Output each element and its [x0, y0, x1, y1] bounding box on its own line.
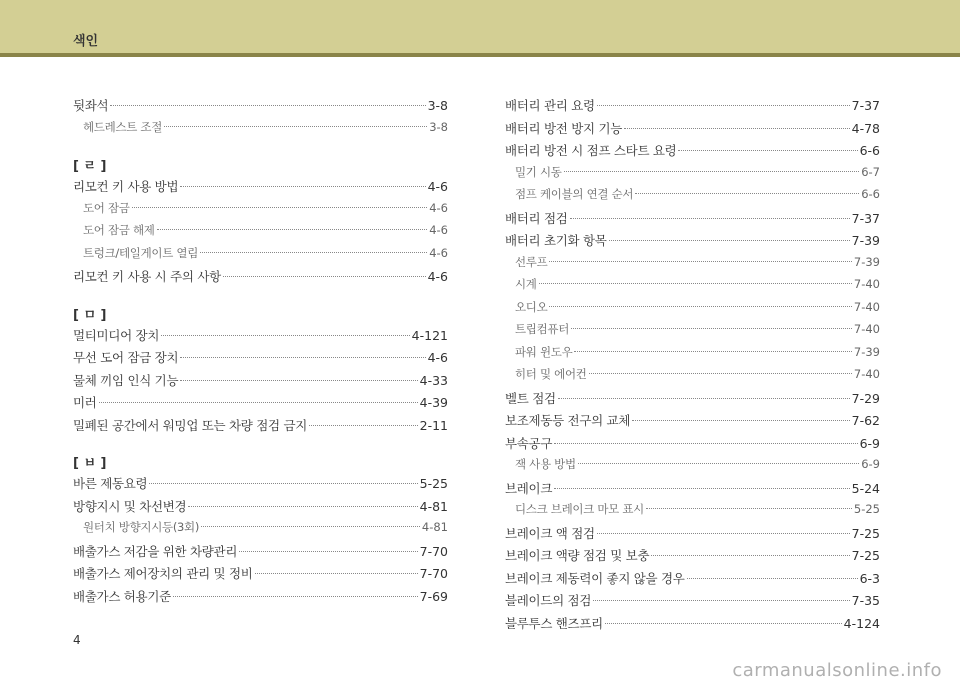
dot-leader [570, 218, 850, 219]
index-entry[interactable] [505, 96, 880, 119]
index-entry[interactable] [505, 164, 880, 187]
section-heading-r: [ ㄹ ] [73, 159, 107, 174]
index-entry-label: 배터리 방전 시 점프 스타트 요령 [505, 143, 677, 158]
index-entry[interactable] [73, 267, 448, 290]
index-entry[interactable] [505, 231, 880, 254]
index-entry-label: 도어 잠금 [83, 200, 130, 215]
dot-leader [578, 463, 859, 464]
index-entry-page: 7-29 [851, 390, 880, 406]
index-entry-page: 7-39 [853, 344, 880, 359]
dot-leader [678, 150, 857, 151]
index-entry[interactable] [73, 564, 448, 587]
index-entry-page: 7-25 [851, 525, 880, 541]
index-entry-label: 밀폐된 공간에서 워밍업 또는 차량 점검 금지 [73, 417, 307, 433]
index-entry[interactable] [73, 177, 448, 200]
index-entry-page: 6-6 [861, 187, 880, 201]
index-entry[interactable] [73, 542, 448, 565]
index-entry[interactable] [73, 371, 448, 394]
entries-r [73, 177, 448, 290]
index-entry-label: 배터리 점검 [505, 210, 568, 226]
dot-leader [164, 126, 427, 127]
index-entry-page: 7-39 [851, 233, 880, 248]
index-entry-page: 7-70 [419, 566, 448, 581]
index-entry-page: 6-3 [859, 570, 880, 586]
index-entry-label: 무선 도어 잠금 장치 [73, 350, 179, 365]
index-entry-page: 4-6 [427, 350, 448, 365]
dot-leader [180, 380, 417, 381]
index-entry-page: 4-78 [851, 120, 880, 136]
index-entry[interactable] [73, 474, 448, 497]
dot-leader [605, 623, 842, 624]
index-entry-page: 4-6 [429, 223, 448, 237]
dot-leader [597, 105, 850, 106]
index-entry-label: 브레이크 제동력이 좋지 않을 경우 [505, 570, 685, 586]
index-entry-label: 배출가스 저감을 위한 차량관리 [73, 543, 238, 559]
index-entry[interactable] [505, 411, 880, 434]
page-number: 4 [73, 633, 81, 647]
index-entry[interactable] [505, 501, 880, 524]
index-entry-page: 7-37 [851, 210, 880, 226]
dot-leader [180, 186, 425, 187]
index-entry-page: 7-69 [419, 588, 448, 604]
dot-leader [180, 357, 425, 358]
entries-b [73, 474, 448, 609]
index-entry-label: 멀티미디어 장치 [73, 327, 160, 343]
index-entry-page: 4-6 [429, 200, 448, 215]
dot-leader [574, 351, 851, 352]
index-entry-page: 4-39 [419, 395, 448, 410]
index-entry-label: 뒷좌석 [73, 98, 109, 113]
index-entry[interactable] [505, 254, 880, 277]
index-entry-label: 오디오 [515, 299, 548, 314]
index-entry-page: 4-6 [427, 269, 448, 284]
index-entry-page: 4-33 [419, 372, 448, 388]
index-entry[interactable] [505, 479, 880, 502]
dot-leader [609, 240, 850, 241]
index-entry-label: 배터리 관리 요령 [505, 98, 595, 113]
index-entry[interactable] [73, 326, 448, 349]
index-entry-label: 히터 및 에어컨 [515, 367, 587, 381]
index-entry-page: 5-24 [851, 480, 880, 496]
index-entry-label: 선루프 [515, 254, 548, 269]
dot-leader [149, 483, 417, 484]
index-entry-label: 트렁크/테일게이트 열림 [83, 245, 199, 260]
index-entry-page: 7-40 [853, 322, 880, 336]
index-entry[interactable] [73, 96, 448, 119]
index-entry[interactable] [505, 591, 880, 614]
index-entry[interactable] [505, 569, 880, 592]
right-column [505, 96, 880, 636]
index-entry[interactable] [73, 497, 448, 520]
dot-leader [651, 555, 849, 556]
index-entry-page: 7-35 [851, 593, 880, 608]
index-entry-label: 점프 케이블의 연결 순서 [515, 187, 634, 201]
index-entry-label: 방향지시 및 차선변경 [73, 498, 187, 514]
index-entry-page: 4-124 [843, 615, 880, 631]
index-entry-page: 7-70 [419, 543, 448, 559]
dot-leader [188, 506, 417, 507]
dot-leader [632, 420, 850, 421]
index-entry-page: 4-81 [421, 520, 448, 534]
index-entry-page: 3-8 [429, 119, 448, 134]
index-entry-label: 미러 [73, 395, 97, 410]
dot-leader [309, 425, 418, 426]
index-entry[interactable] [73, 222, 448, 245]
index-entry-label: 리모컨 키 사용 방법 [73, 179, 179, 194]
dot-leader [687, 578, 858, 579]
index-entry-label: 바른 제동요령 [73, 476, 148, 491]
index-entry-page: 4-6 [429, 245, 448, 260]
dot-leader [549, 306, 851, 307]
dot-leader [110, 105, 425, 106]
index-entry-label: 브레이크 액 점검 [505, 525, 595, 541]
dot-leader [239, 551, 418, 552]
dot-leader [132, 207, 428, 208]
watermark: carmanualsonline.info [732, 660, 942, 681]
index-entry-label: 배터리 초기화 항목 [505, 233, 607, 248]
index-entry[interactable] [73, 119, 448, 142]
dot-leader [554, 488, 850, 489]
index-entry[interactable] [505, 434, 880, 457]
index-entry-label: 시계 [515, 277, 537, 291]
header-title: 색인 [73, 34, 99, 49]
index-entry-page: 6-6 [859, 143, 880, 158]
dot-leader [597, 533, 850, 534]
dot-leader [161, 335, 410, 336]
dot-leader [635, 193, 859, 194]
index-entry[interactable] [505, 389, 880, 412]
index-entry[interactable] [73, 393, 448, 416]
index-entry-label: 보조제동등 전구의 교체 [505, 413, 631, 428]
index-entry[interactable] [505, 344, 880, 367]
index-entry-page: 2-11 [419, 417, 448, 433]
index-entry-page: 7-25 [851, 548, 880, 563]
index-entry-page: 7-37 [851, 98, 880, 113]
index-entry-page: 4-81 [419, 498, 448, 514]
dot-leader [539, 283, 852, 284]
dot-leader [558, 398, 850, 399]
section-heading-m: [ ㅁ ] [73, 307, 107, 323]
dot-leader [624, 128, 850, 129]
index-entry[interactable] [73, 200, 448, 223]
index-entry-label: 물체 끼임 인식 기능 [73, 372, 179, 388]
index-entry-page: 4-121 [411, 327, 448, 343]
entries-m [73, 326, 448, 439]
dot-leader [593, 600, 850, 601]
dot-leader [564, 171, 860, 172]
index-entry[interactable] [505, 321, 880, 344]
index-entry[interactable] [505, 186, 880, 209]
index-entry-label: 도어 잠금 해제 [83, 223, 155, 237]
dot-leader [589, 373, 852, 374]
index-entry-page: 5-25 [853, 502, 880, 516]
index-entry[interactable] [73, 416, 448, 439]
dot-leader [201, 526, 420, 527]
index-entry[interactable] [505, 276, 880, 299]
index-entry-page: 3-8 [427, 98, 448, 113]
dot-leader [549, 261, 851, 262]
section-heading-b: [ ㅂ ] [73, 456, 107, 471]
index-entry-page: 4-6 [427, 179, 448, 194]
index-entry-label: 배출가스 제어장치의 관리 및 정비 [73, 566, 253, 581]
index-entry[interactable] [505, 614, 880, 637]
index-entry-label: 블레이드의 점검 [505, 593, 592, 608]
dot-leader [646, 508, 852, 509]
dot-leader [200, 252, 427, 253]
index-entry-label: 원터치 방향지시등(3회) [83, 520, 200, 534]
index-entry[interactable] [505, 456, 880, 479]
index-entry-label: 배터리 방전 방지 기능 [505, 120, 622, 136]
dot-leader [99, 402, 418, 403]
dot-leader [554, 443, 857, 444]
index-entry[interactable] [505, 299, 880, 322]
page-header [0, 0, 960, 53]
dot-leader [255, 573, 418, 574]
dot-leader [173, 596, 418, 597]
index-entry-page: 6-7 [861, 164, 880, 179]
index-entry[interactable] [73, 519, 448, 542]
dot-leader [157, 229, 428, 230]
index-entry-label: 브레이크 액량 점검 및 보충 [505, 548, 650, 563]
index-entry[interactable] [73, 348, 448, 371]
index-entry[interactable] [73, 587, 448, 610]
index-entry-page: 6-9 [859, 435, 880, 451]
index-entry-page: 7-40 [853, 299, 880, 314]
index-entry-label: 잭 사용 방법 [515, 457, 576, 471]
index-entry[interactable] [505, 141, 880, 164]
index-entry-page: 6-9 [861, 457, 880, 471]
index-entry-label: 밀기 시동 [515, 164, 562, 179]
index-entry-label: 배출가스 허용기준 [73, 588, 171, 604]
left-column [73, 96, 448, 609]
index-entry[interactable] [73, 245, 448, 268]
dot-leader [223, 276, 426, 277]
index-entry-label: 파워 윈도우 [515, 344, 573, 359]
index-entry-label: 헤드레스트 조절 [83, 119, 163, 134]
index-entry-label: 리모컨 키 사용 시 주의 사항 [73, 269, 221, 284]
index-entry[interactable] [505, 119, 880, 142]
index-entry-label: 브레이크 [505, 480, 553, 496]
header-rule [0, 53, 960, 57]
index-entry-label: 트립컴퓨터 [515, 322, 570, 336]
index-entry-page: 5-25 [419, 476, 448, 491]
dot-leader [571, 328, 852, 329]
index-entry[interactable] [505, 366, 880, 389]
index-entry-label: 블루투스 핸즈프리 [505, 615, 603, 631]
index-entry-label: 벨트 점검 [505, 390, 556, 406]
entries-top [73, 96, 448, 141]
index-entry[interactable] [505, 524, 880, 547]
index-entry[interactable] [505, 546, 880, 569]
index-entry-page: 7-40 [853, 367, 880, 381]
index-entry-label: 디스크 브레이크 마모 표시 [515, 502, 644, 516]
index-entry[interactable] [505, 209, 880, 232]
index-entry-page: 7-62 [851, 413, 880, 428]
index-entry-label: 부속공구 [505, 435, 553, 451]
index-entry-page: 7-39 [853, 254, 880, 269]
index-entry-page: 7-40 [853, 277, 880, 291]
